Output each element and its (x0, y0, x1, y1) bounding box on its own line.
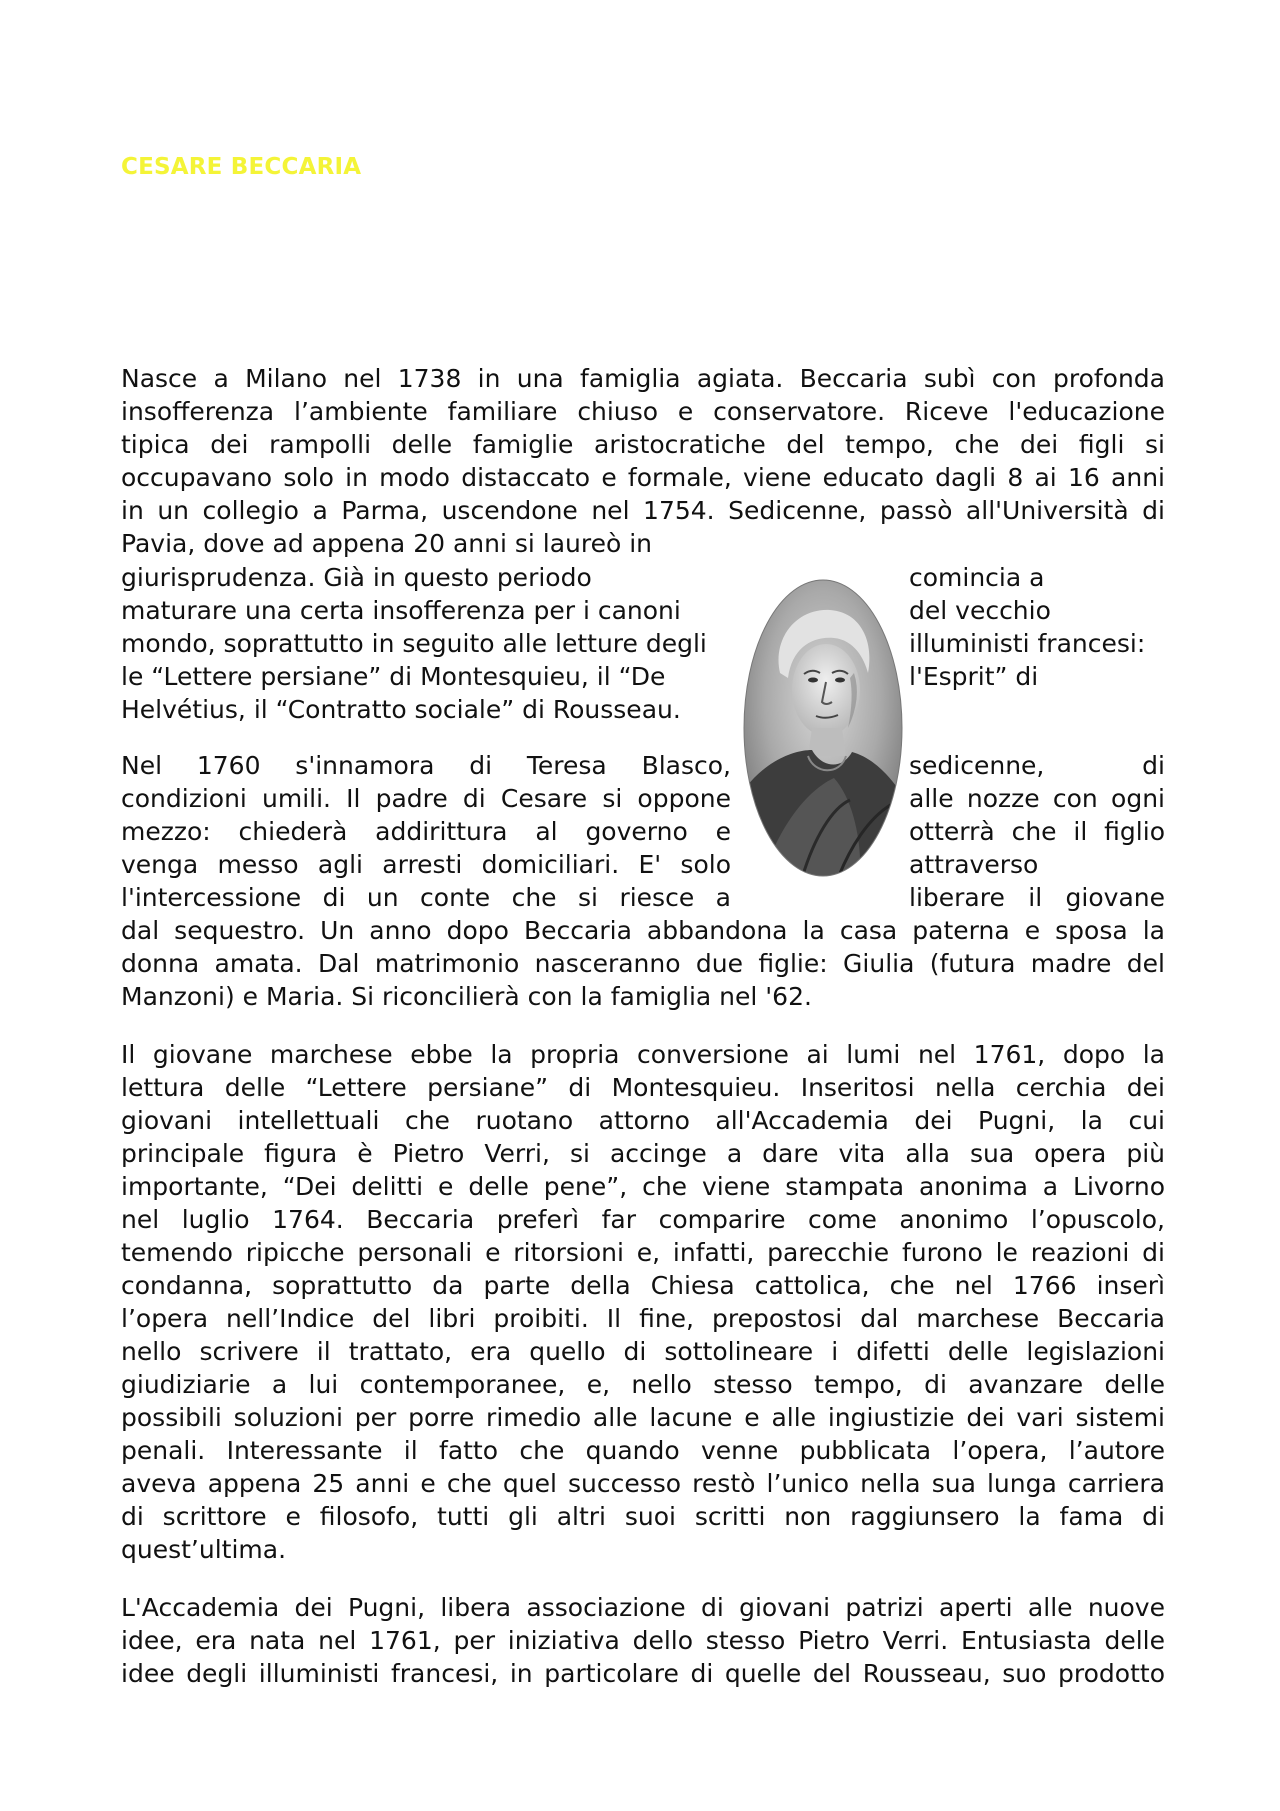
p2-wrap-right: attraverso (909, 850, 1039, 879)
p3-line: principale figura è Pietro Verri, si accinge a dare vita alla sua opera più (121, 1139, 1165, 1168)
p3-line: nello scrivere il trattato, era quello di sottolineare i difetti delle legislazioni (121, 1337, 1165, 1366)
p2-wrap-left: Nel 1760 s'innamora di Teresa Blasco, (121, 751, 731, 780)
p3-line: giovani intellettuali che ruotano attorno all'Accademia dei Pugni, la cui (121, 1106, 1165, 1135)
p1-wrap-left: giurisprudenza. Già in questo periodo (121, 563, 592, 592)
p1-wrap-left: maturare una certa insofferenza per i canoni (121, 596, 681, 625)
p2-line: dal sequestro. Un anno dopo Beccaria abbandona la casa paterna e sposa la (121, 916, 1165, 945)
p2-wrap-left: mezzo: chiederà addirittura al governo e (121, 817, 731, 846)
p1-line: tipica dei rampolli delle famiglie aristocratiche del tempo, che dei figli si (121, 430, 1165, 459)
p3-line: possibili soluzioni per porre rimedio alle lacune e alle ingiustizie dei vari sistemi (121, 1403, 1165, 1432)
p1-line: occupavano solo in modo distaccato e formale, viene educato dagli 8 ai 16 anni (121, 463, 1165, 492)
p2-line: Manzoni) e Maria. Si riconcilierà con la famiglia nel '62. (121, 982, 812, 1011)
p3-line: quest’ultima. (121, 1535, 287, 1564)
p1-wrap-right: l'Esprit” di (909, 662, 1039, 691)
p2-wrap-left: l'intercessione di un conte che si riesce a (121, 883, 731, 912)
page-title: CESARE BECCARIA (121, 154, 362, 180)
p2-wrap-right: otterrà che il figlio (909, 817, 1165, 846)
p3-line: nel luglio 1764. Beccaria preferì far comparire come anonimo l’opuscolo, (121, 1205, 1165, 1234)
p1-wrap-left: mondo, soprattutto in seguito alle letture degli (121, 629, 707, 658)
p3-line: penali. Interessante il fatto che quando venne pubblicata l’opera, l’autore (121, 1436, 1165, 1465)
p1-line: Pavia, dove ad appena 20 anni si laureò in (121, 529, 653, 558)
p4-line: idee degli illuministi francesi, in particolare di quelle del Rousseau, suo prodotto (121, 1659, 1165, 1688)
p4-line: L'Accademia dei Pugni, libera associazione di giovani patrizi aperti alle nuove (121, 1593, 1165, 1622)
p3-line: temendo ripicche personali e ritorsioni e, infatti, parecchie furono le reazioni di (121, 1238, 1165, 1267)
p3-line: l’opera nell’Indice del libri proibiti. Il fine, prepostosi dal marchese Beccaria (121, 1304, 1165, 1333)
p2-line: donna amata. Dal matrimonio nasceranno due figlie: Giulia (futura madre del (121, 949, 1165, 978)
p2-wrap-left: condizioni umili. Il padre di Cesare si oppone (121, 784, 731, 813)
p1-line: Nasce a Milano nel 1738 in una famiglia agiata. Beccaria subì con profonda (121, 364, 1165, 393)
p1-wrap-left: Helvétius, il “Contratto sociale” di Rousseau. (121, 695, 681, 724)
p1-wrap-left: le “Lettere persiane” di Montesquieu, il “De (121, 662, 666, 691)
p2-wrap-right: liberare il giovane (909, 883, 1165, 912)
p3-line: giudiziarie a lui contemporanee, e, nello stesso tempo, di avanzare delle (121, 1370, 1165, 1399)
p1-line: insofferenza l’ambiente familiare chiuso e conservatore. Riceve l'educazione (121, 397, 1165, 426)
p2-wrap-right: alle nozze con ogni (909, 784, 1165, 813)
p1-line: in un collegio a Parma, uscendone nel 1754. Sedicenne, passò all'Università di (121, 496, 1165, 525)
portrait-image (742, 578, 904, 878)
p3-line: aveva appena 25 anni e che quel successo restò l’unico nella sua lunga carriera (121, 1469, 1165, 1498)
p2-wrap-left: venga messo agli arresti domiciliari. E' solo (121, 850, 731, 879)
p3-line: lettura delle “Lettere persiane” di Montesquieu. Inseritosi nella cerchia dei (121, 1073, 1165, 1102)
p1-wrap-right: illuministi francesi: (909, 629, 1146, 658)
p3-line: importante, “Dei delitti e delle pene”, che viene stampata anonima a Livorno (121, 1172, 1165, 1201)
p1-wrap-right: del vecchio (909, 596, 1051, 625)
p2-wrap-right: sedicenne, di (909, 751, 1165, 780)
p1-wrap-right: comincia a (909, 563, 1045, 592)
p3-line: di scrittore e filosofo, tutti gli altri suoi scritti non raggiunsero la fama di (121, 1502, 1165, 1531)
p3-line: Il giovane marchese ebbe la propria conversione ai lumi nel 1761, dopo la (121, 1040, 1165, 1069)
p4-line: idee, era nata nel 1761, per iniziativa dello stesso Pietro Verri. Entusiasta delle (121, 1626, 1165, 1655)
p3-line: condanna, soprattutto da parte della Chiesa cattolica, che nel 1766 inserì (121, 1271, 1165, 1300)
